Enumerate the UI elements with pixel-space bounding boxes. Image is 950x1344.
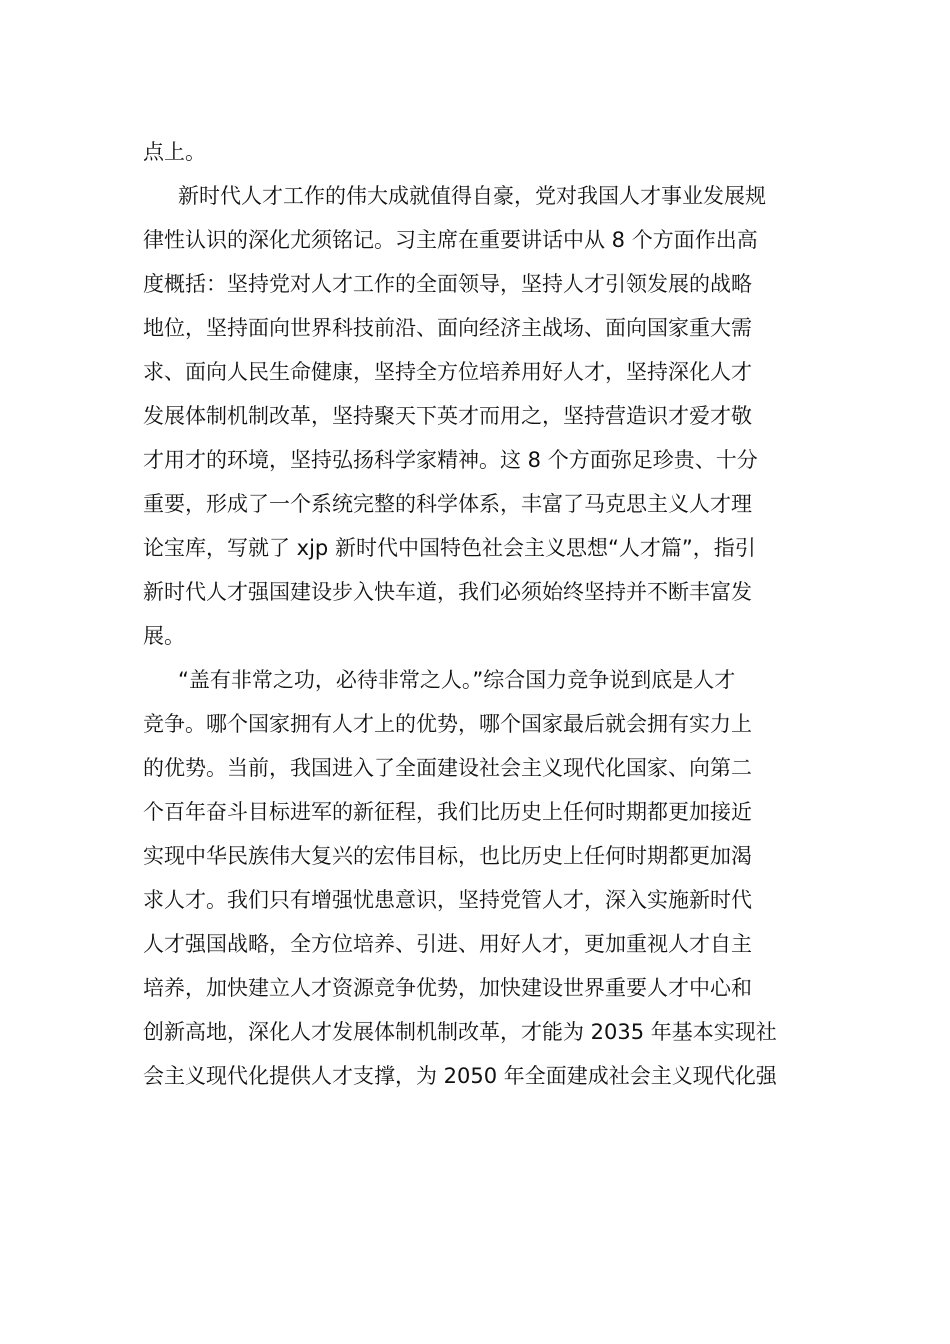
- text-line: 会主义现代化提供人才支撑，为 2050 年全面建成社会主义现代化强: [143, 1064, 777, 1088]
- text-line: 展。: [143, 624, 185, 648]
- text-line: 实现中华民族伟大复兴的宏伟目标，也比历史上任何时期都更加渴: [143, 844, 752, 868]
- paragraph-first-line: 新时代人才工作的伟大成就值得自豪，党对我国人才事业发展规: [178, 184, 766, 208]
- text-line: 论宝库，写就了 xjp 新时代中国特色社会主义思想“人才篇”，指引: [143, 536, 756, 560]
- text-line: 律性认识的深化尤须铭记。习主席在重要讲话中从 8 个方面作出高: [143, 228, 758, 252]
- text-line: 个百年奋斗目标进军的新征程，我们比历史上任何时期都更加接近: [143, 800, 752, 824]
- text-line: 人才强国战略，全方位培养、引进、用好人才，更加重视人才自主: [143, 932, 752, 956]
- text-line: 度概括：坚持党对人才工作的全面领导，坚持人才引领发展的战略: [143, 272, 752, 296]
- text-line: 重要，形成了一个系统完整的科学体系，丰富了马克思主义人才理: [143, 492, 752, 516]
- text-line: 竞争。哪个国家拥有人才上的优势，哪个国家最后就会拥有实力上: [143, 712, 752, 736]
- text-line: 发展体制机制改革，坚持聚天下英才而用之，坚持营造识才爱才敬: [143, 404, 752, 428]
- text-line: 才用才的环境，坚持弘扬科学家精神。这 8 个方面弥足珍贵、十分: [143, 448, 758, 472]
- text-line: 地位，坚持面向世界科技前沿、面向经济主战场、面向国家重大需: [143, 316, 752, 340]
- text-line: 的优势。当前，我国进入了全面建设社会主义现代化国家、向第二: [143, 756, 752, 780]
- text-line: 求人才。我们只有增强忧患意识，坚持党管人才，深入实施新时代: [143, 888, 752, 912]
- text-line: 新时代人才强国建设步入快车道，我们必须始终坚持并不断丰富发: [143, 580, 752, 604]
- paragraph-first-line: “盖有非常之功，必待非常之人。”综合国力竞争说到底是人才: [178, 668, 736, 692]
- text-line: 点上。: [143, 140, 206, 164]
- text-line: 求、面向人民生命健康，坚持全方位培养用好人才，坚持深化人才: [143, 360, 752, 384]
- text-line: 创新高地，深化人才发展体制机制改革，才能为 2035 年基本实现社: [143, 1020, 777, 1044]
- text-line: 培养，加快建立人才资源竞争优势，加快建设世界重要人才中心和: [143, 976, 752, 1000]
- body-text: [143, 130, 808, 1098]
